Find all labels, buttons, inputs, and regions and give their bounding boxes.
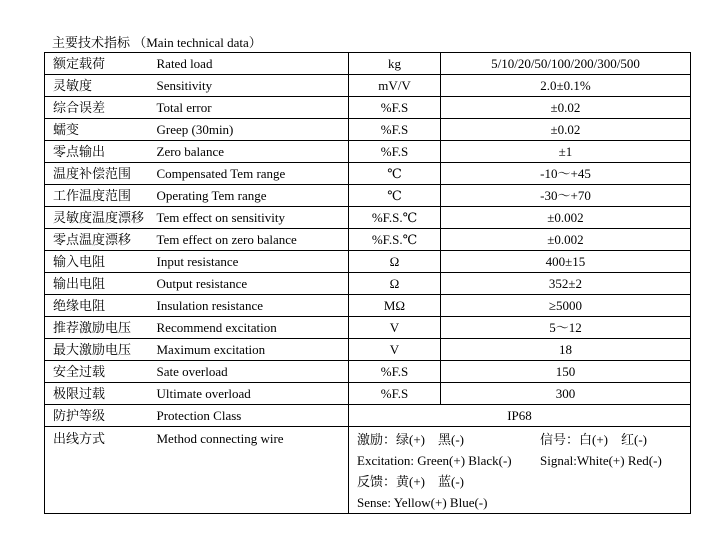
param-name-en: Compensated Tem range	[149, 163, 349, 185]
table-row	[45, 185, 691, 207]
param-unit: %F.S.℃	[349, 207, 441, 229]
wire-description	[349, 427, 691, 514]
param-name-cn: 最大激励电压	[45, 339, 149, 361]
table-row	[45, 53, 691, 75]
param-name-cn: 极限过载	[45, 383, 149, 405]
excitation-en: Excitation: Green(+) Black(-)	[357, 453, 512, 468]
param-value: ±0.02	[441, 119, 691, 141]
param-unit: V	[349, 317, 441, 339]
param-unit: V	[349, 339, 441, 361]
param-value: ±0.002	[441, 229, 691, 251]
param-name-cn: 零点温度漂移	[45, 229, 149, 251]
param-name-en: Sensitivity	[149, 75, 349, 97]
param-name-en: Tem effect on zero balance	[149, 229, 349, 251]
param-value: ≥5000	[441, 295, 691, 317]
param-name-en: Method connecting wire	[149, 427, 349, 514]
param-unit: %F.S	[349, 141, 441, 163]
param-name-en: Protection Class	[149, 405, 349, 427]
param-value: IP68	[349, 405, 691, 427]
table-row	[45, 207, 691, 229]
table-row	[45, 273, 691, 295]
param-name-cn: 推荐激励电压	[45, 317, 149, 339]
param-name-cn: 灵敏度	[45, 75, 149, 97]
param-unit: kg	[349, 53, 441, 75]
table-row	[45, 141, 691, 163]
technical-data-table	[44, 52, 691, 514]
param-unit: ℃	[349, 185, 441, 207]
param-unit: %F.S	[349, 119, 441, 141]
param-value: ±1	[441, 141, 691, 163]
param-value: 2.0±0.1%	[441, 75, 691, 97]
excitation-cn: 激励：绿(+) 黑(-)	[357, 432, 464, 447]
param-name-cn: 绝缘电阻	[45, 295, 149, 317]
wire-line-cn-1	[357, 429, 690, 450]
param-value: 400±15	[441, 251, 691, 273]
table-body	[45, 53, 691, 514]
param-name-cn: 输入电阻	[45, 251, 149, 273]
param-unit: ℃	[349, 163, 441, 185]
wire-row	[45, 427, 691, 514]
param-value: ±0.02	[441, 97, 691, 119]
param-name-en: Total error	[149, 97, 349, 119]
param-name-cn: 温度补偿范围	[45, 163, 149, 185]
param-value: 352±2	[441, 273, 691, 295]
param-name-en: Output resistance	[149, 273, 349, 295]
param-unit: %F.S	[349, 383, 441, 405]
param-name-en: Maximum excitation	[149, 339, 349, 361]
param-unit: MΩ	[349, 295, 441, 317]
wire-line-en-2: Sense: Yellow(+) Blue(-)	[357, 495, 488, 510]
param-value: -10～+45	[441, 163, 691, 185]
param-name-cn: 综合误差	[45, 97, 149, 119]
wire-line-cn-2: 反馈：黄(+) 蓝(-)	[357, 474, 464, 489]
param-value: 300	[441, 383, 691, 405]
table-row	[45, 119, 691, 141]
param-name-en: Zero balance	[149, 141, 349, 163]
param-name-cn: 蠕变	[45, 119, 149, 141]
signal-cn: 信号：白(+) 红(-)	[540, 432, 647, 447]
param-name-cn: 防护等级	[45, 405, 149, 427]
param-name-cn: 额定载荷	[45, 53, 149, 75]
param-unit: Ω	[349, 273, 441, 295]
param-value: 18	[441, 339, 691, 361]
table-row	[45, 339, 691, 361]
param-name-en: Sate overload	[149, 361, 349, 383]
table-row	[45, 383, 691, 405]
param-name-en: Tem effect on sensitivity	[149, 207, 349, 229]
param-unit: Ω	[349, 251, 441, 273]
param-name-en: Rated load	[149, 53, 349, 75]
param-unit: mV/V	[349, 75, 441, 97]
param-name-en: Recommend excitation	[149, 317, 349, 339]
param-value: ±0.002	[441, 207, 691, 229]
table-row	[45, 163, 691, 185]
table-caption: 主要技术指标 （Main technical data）	[52, 35, 262, 50]
table-row	[45, 317, 691, 339]
param-name-cn: 输出电阻	[45, 273, 149, 295]
protection-row	[45, 405, 691, 427]
param-value: 5～12	[441, 317, 691, 339]
table-row	[45, 361, 691, 383]
param-name-en: Insulation resistance	[149, 295, 349, 317]
signal-en: Signal:White(+) Red(-)	[540, 453, 662, 468]
param-name-cn: 零点输出	[45, 141, 149, 163]
param-name-cn: 灵敏度温度漂移	[45, 207, 149, 229]
param-name-cn: 工作温度范围	[45, 185, 149, 207]
table-row	[45, 229, 691, 251]
table-row	[45, 75, 691, 97]
param-unit: %F.S.℃	[349, 229, 441, 251]
wire-line-en-1	[357, 450, 690, 471]
param-name-en: Greep (30min)	[149, 119, 349, 141]
table-row	[45, 251, 691, 273]
param-name-en: Operating Tem range	[149, 185, 349, 207]
param-unit: %F.S	[349, 97, 441, 119]
param-value: -30～+70	[441, 185, 691, 207]
param-name-cn: 出线方式	[45, 427, 149, 514]
param-name-en: Ultimate overload	[149, 383, 349, 405]
table-row	[45, 97, 691, 119]
param-value: 150	[441, 361, 691, 383]
param-name-cn: 安全过载	[45, 361, 149, 383]
param-unit: %F.S	[349, 361, 441, 383]
param-name-en: Input resistance	[149, 251, 349, 273]
table-row	[45, 295, 691, 317]
param-value: 5/10/20/50/100/200/300/500	[441, 53, 691, 75]
